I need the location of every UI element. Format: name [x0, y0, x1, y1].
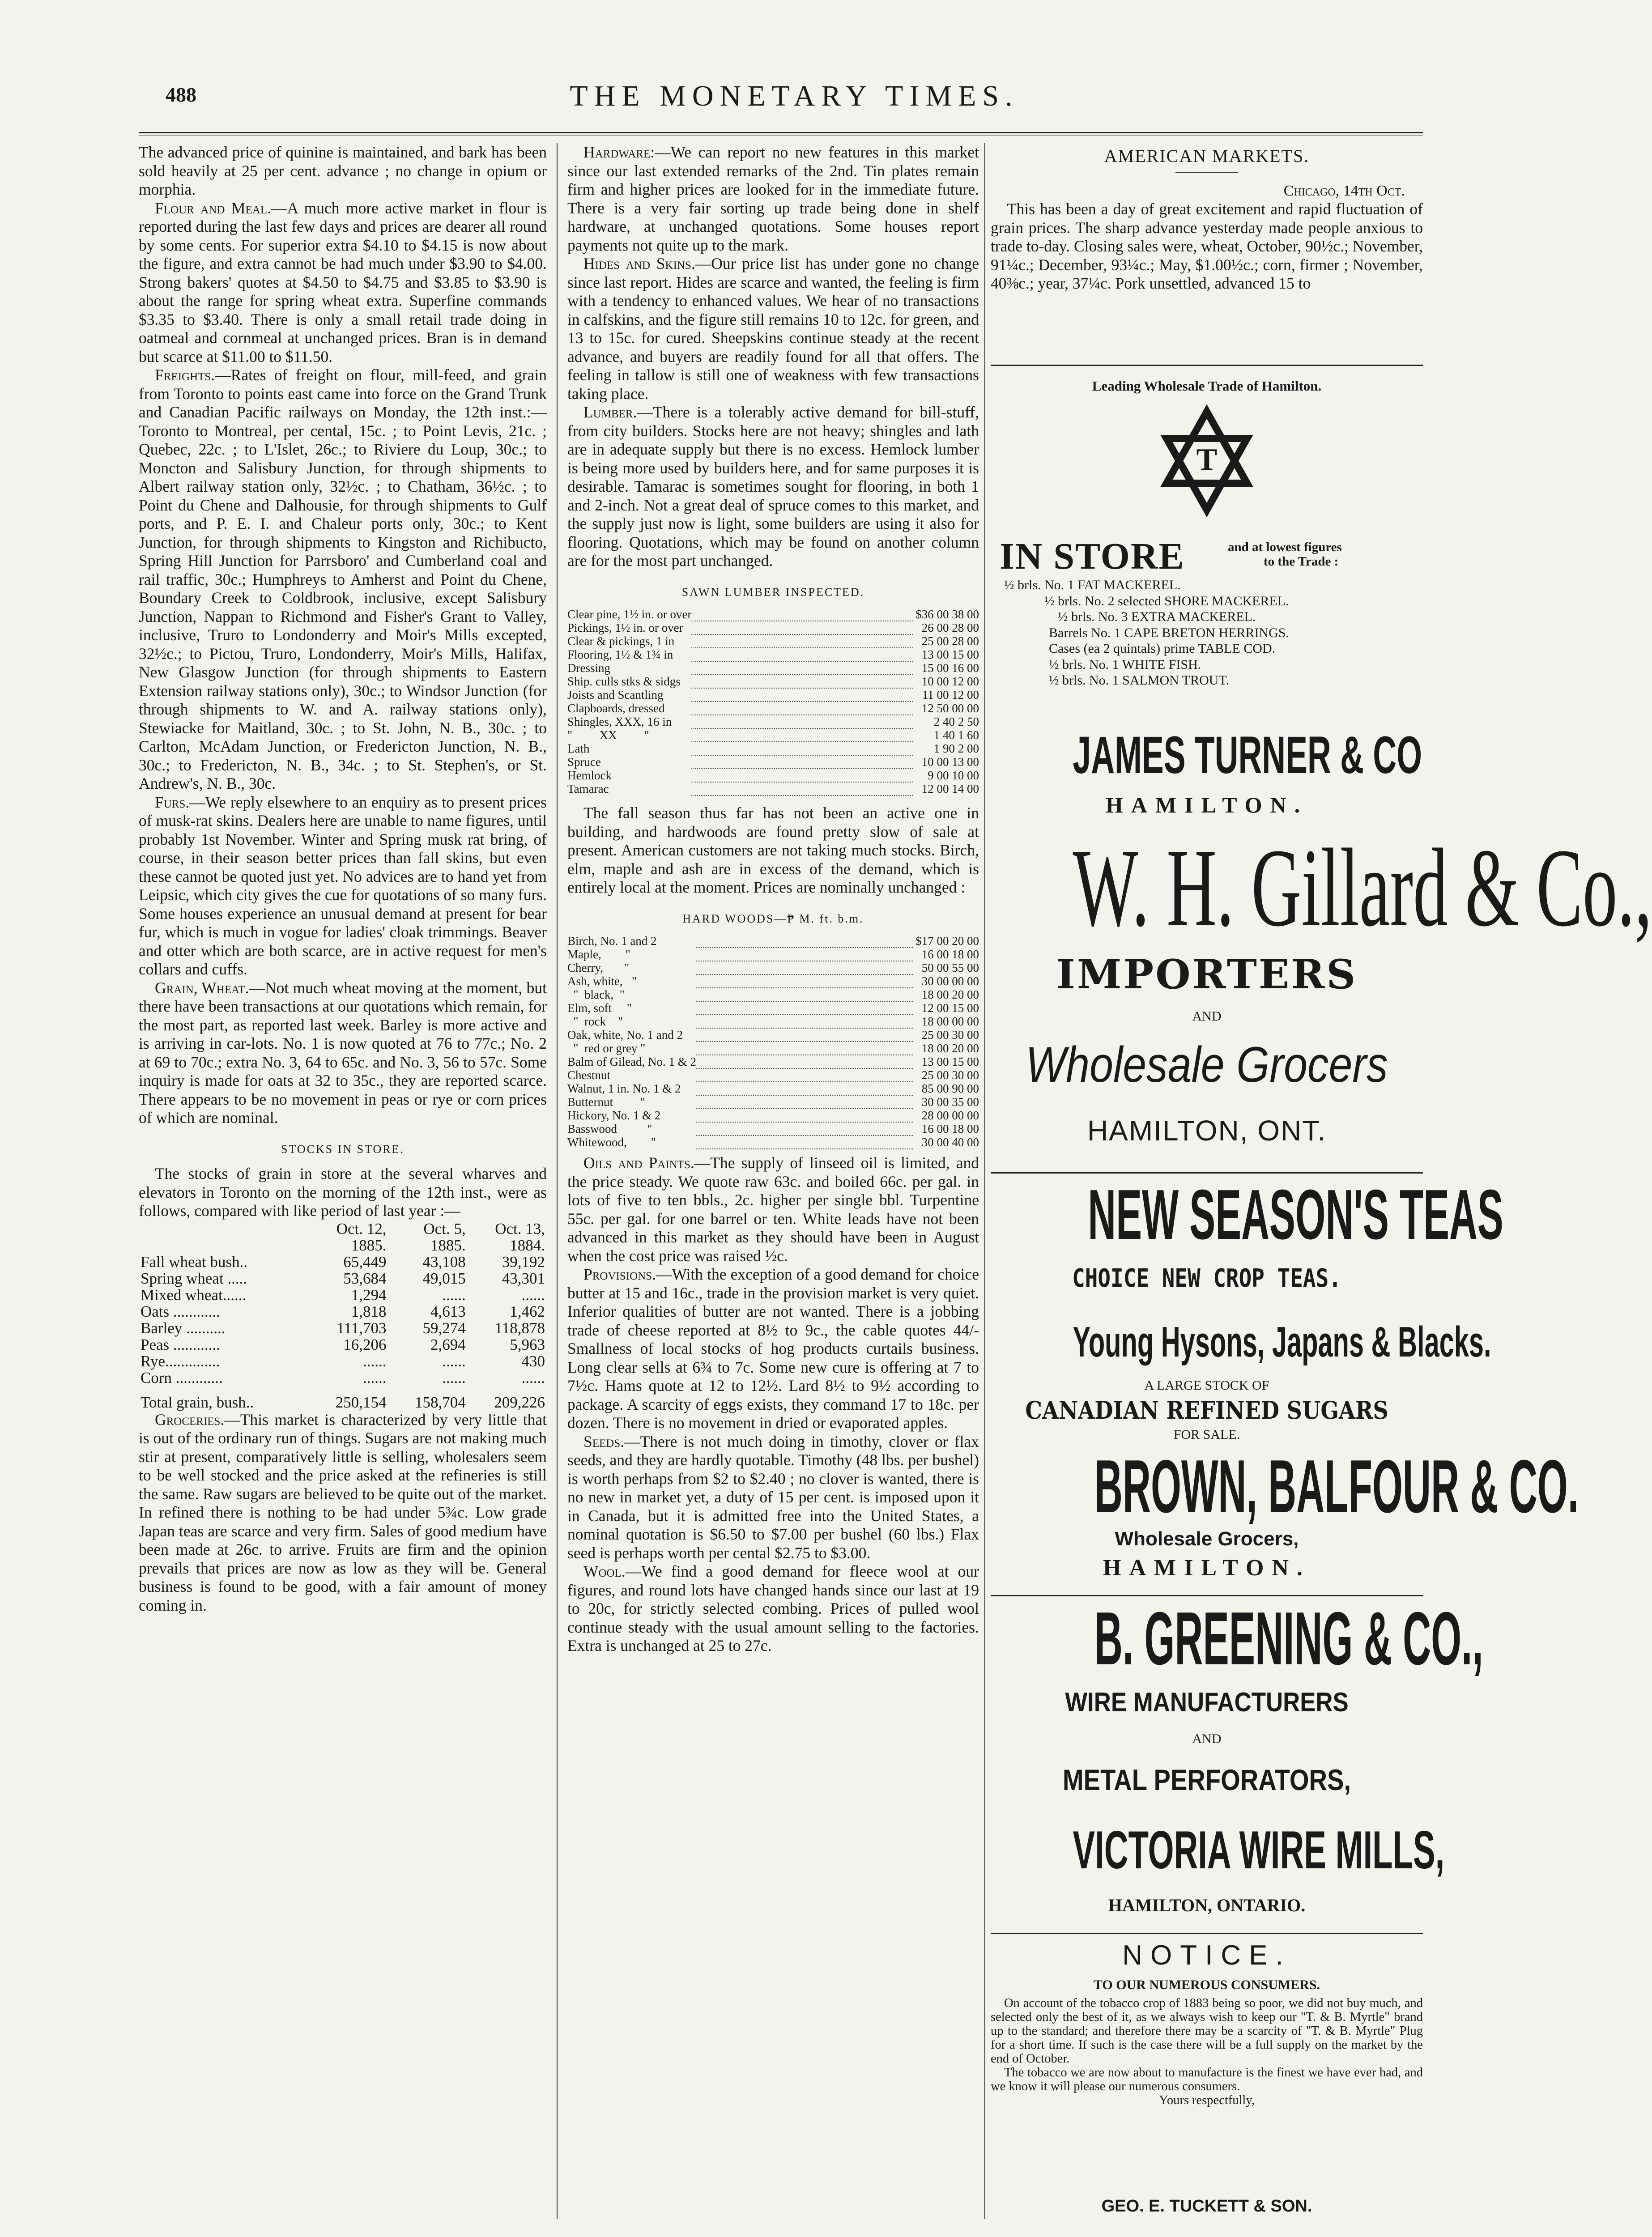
dot-leader — [696, 934, 913, 948]
price-row — [567, 948, 979, 961]
cell: ...... — [521, 1286, 545, 1304]
tuckett-signature: GEO. E. TUCKETT & SON. — [1101, 2197, 1312, 2216]
dot-leader — [696, 961, 913, 974]
price-row — [567, 1055, 979, 1068]
in-store-title: IN STORE — [1000, 536, 1185, 577]
row-label: Mixed wheat...... — [141, 1286, 247, 1304]
notice-text: On account of the tobacco crop of 1883 being so poor, we did not buy much, and selected only the best of it, as we always wish to keep our "T. & B. Myrtle" brand up to the standard; and therefore there may be a scarcity of "T. & B. Myrtle" Plug for a short time. If such is the case there will be a full supply on the market by the end of October. — [991, 1996, 1423, 2066]
notice-sign-off: Yours respectfully, — [1159, 2093, 1255, 2107]
dot-leader — [696, 974, 913, 988]
item-name: Chestnut — [567, 1068, 611, 1082]
cell: 5,963 — [510, 1335, 545, 1353]
groceries-heading: Groceries. — [155, 1410, 225, 1429]
star-letter: T — [1196, 442, 1218, 477]
provisions-text: —With the exception of a good demand for choice butter at 15 and 16c., trade in the provision market is very quiet. Inferior qualities of butter are not wanted. There is a jobbing trade of cheese reported at 8½ to 9c., the cable quotes 44/- Smallness of local stocks of hog products curtails business. Long clear sells at 6¾ to 7c. Some new cure is offering at 7 to 7½c. Hams quote at 12 to 12½. Lard 8½ to 9½ according to package. A scarcity of eggs exists, they command 17 to 18c. per dozen. There is no movement in dried or evaporated apples. — [567, 1265, 979, 1432]
flour-heading: Flour and Meal. — [155, 199, 271, 217]
lumber-text: —There is a tolerably active demand for bill-stuff, from city builders. Stocks here are not heavy; shingles and lath are in adequate supply but there is no excess. Hemlock lumber is being more used by builders here, and for same purposes it is desirable. Tamarac is sometimes sought for flooring, in both 1 and 2-inch. Not a great deal of spruce comes to this market, and the supply just now is light, some builders are using it also for flooring. Quotations, which may be found on another column are for the most part unchanged. — [567, 403, 979, 570]
greening-name: B. GREENING & CO., — [1094, 1596, 1483, 1680]
item-price: 50 00 55 00 — [921, 961, 979, 974]
oils-text: —The supply of linseed oil is limited, and the price steady. We quote raw 63c. and boiled 66c. per gal. in lots of five to ten bbls., 2c. higher per single bbl. Turpentine 55c. per gal. for one barrel or ten. White leads have not been advanced in this market as they should have been in August when the cost price was raised ½c. — [567, 1154, 979, 1265]
item-price: $36 00 38 00 — [915, 608, 979, 621]
cell: 1,818 — [351, 1302, 387, 1320]
wool-heading: Wool. — [583, 1562, 626, 1580]
dot-leader — [691, 634, 913, 648]
james-turner-name: JAMES TURNER & CO — [1073, 726, 1422, 785]
item-price: 16 00 18 00 — [921, 948, 979, 961]
furs-paragraph — [139, 793, 547, 979]
item-price: 11 00 12 00 — [922, 688, 979, 702]
freights-paragraph — [139, 366, 547, 793]
item-price: 18 00 20 00 — [921, 988, 979, 1001]
item-price: $17 00 20 00 — [915, 934, 979, 948]
price-row — [567, 1068, 979, 1082]
hamilton-ont: HAMILTON, ONT. — [1087, 1114, 1327, 1147]
dot-leader — [691, 755, 913, 769]
item-price: 30 00 40 00 — [921, 1136, 979, 1149]
item-name: Hickory, No. 1 & 2 — [567, 1109, 661, 1122]
price-row — [567, 1122, 979, 1136]
price-row — [567, 1136, 979, 1149]
cell: 1,462 — [510, 1302, 545, 1320]
provisions-heading: Provisions. — [583, 1265, 656, 1283]
stocks-col-header: Oct. 12, — [336, 1220, 387, 1238]
dot-leader — [691, 769, 913, 782]
price-row — [567, 988, 979, 1001]
item-name: Basswood " — [567, 1122, 652, 1136]
and-label: AND — [1192, 1009, 1222, 1024]
cell: 111,703 — [336, 1319, 387, 1337]
list-item: ½ brls. No. 3 EXTRA MACKEREL. — [1058, 609, 1256, 624]
seeds-heading: Seeds. — [583, 1432, 625, 1450]
stocks-col-header: Oct. 5, — [423, 1220, 466, 1238]
american-markets-title: AMERICAN MARKETS. — [1104, 146, 1310, 166]
for-sale: FOR SALE. — [1173, 1427, 1240, 1442]
price-row — [567, 675, 979, 688]
item-price: 12 50 00 00 — [921, 702, 979, 715]
item-price: 13 00 15 00 — [921, 648, 979, 661]
dot-leader — [696, 1082, 913, 1095]
dot-leader — [696, 1055, 913, 1068]
stocks-intro: The stocks of grain in store at the several wharves and elevators in Toronto on the morning of the 12th inst., were as follows, compared with like period of last year :— — [139, 1165, 547, 1220]
dot-leader — [696, 1028, 913, 1042]
item-name: Dressing — [567, 661, 610, 675]
dot-leader — [691, 715, 913, 728]
price-row — [567, 1082, 979, 1095]
sawn-lumber-table — [567, 608, 979, 796]
row-label: Oats ............ — [141, 1302, 220, 1320]
row-label: Spring wheat ..... — [141, 1269, 247, 1287]
stocks-heading: STOCKS IN STORE. — [281, 1142, 405, 1156]
table-row — [139, 1353, 547, 1369]
item-name: Tamarac — [567, 782, 609, 795]
provisions-paragraph — [567, 1265, 979, 1433]
item-name: Walnut, 1 in. No. 1 & 2 — [567, 1082, 681, 1095]
notice-body — [991, 1996, 1423, 2107]
gillard-name: W. H. Gillard & Co., — [1073, 826, 1652, 950]
wool-text: —We find a good demand for fleece wool at our figures, and round lots have changed hands since our last at 19 to 20c, for strictly selected combing. Prices of pulled wool continue steady with the usual amount selling to the factories. Extra is unchanged at 25 to 27c. — [567, 1562, 979, 1654]
price-row — [567, 961, 979, 974]
brown-balfour-city: HAMILTON. — [1103, 1555, 1311, 1581]
in-store-sub: to the Trade : — [1264, 554, 1339, 569]
table-total-row — [139, 1386, 547, 1411]
table-row — [139, 1303, 547, 1320]
ad-rule — [991, 1172, 1423, 1174]
item-name: Spruce — [567, 755, 601, 769]
row-label: Corn ............ — [141, 1369, 223, 1386]
table-row — [139, 1287, 547, 1303]
price-row — [567, 648, 979, 661]
page-header — [166, 80, 1423, 119]
dot-leader — [696, 1042, 913, 1055]
item-price: 30 00 00 00 — [921, 974, 979, 988]
oils-paragraph — [567, 1154, 979, 1265]
item-price: 13 00 15 00 — [921, 1055, 979, 1068]
price-row — [567, 1109, 979, 1122]
header-rule — [139, 132, 1423, 133]
item-price: 28 00 00 00 — [921, 1109, 979, 1122]
quinine-paragraph: The advanced price of quinine is maintained, and bark has been sold heavily at 25 per cent. advance ; no change in opium or morphia. — [139, 143, 547, 198]
item-price: 10 00 13 00 — [921, 755, 979, 769]
notice-title: NOTICE. — [1122, 1940, 1291, 1971]
cell: 250,154 — [335, 1393, 387, 1411]
victoria-city: HAMILTON, ONTARIO. — [1108, 1895, 1306, 1915]
item-name: " rock " — [567, 1015, 623, 1028]
american-markets-text: This has been a day of great excitement and rapid fluctuation of grain prices. The sharp advance yesterday made people anxious to trade to-day. Closing sales were, wheat, October, 90½c.; November, 91¼c.; December, 93¼c.; May, $1.00½c.; corn, firmer ; November, 40⅜c.; year, 37¼c. Pork unsettled, advanced 15 to — [991, 200, 1423, 292]
wool-paragraph — [567, 1562, 979, 1655]
hides-paragraph — [567, 255, 979, 403]
brown-balfour-sub: Wholesale Grocers, — [1115, 1528, 1299, 1550]
list-item: ½ brls. No. 1 SALMON TROUT. — [1049, 673, 1230, 688]
list-item: Barrels No. 1 CAPE BRETON HERRINGS. — [1049, 625, 1289, 640]
column-2 — [567, 143, 979, 1655]
notice-subtitle: TO OUR NUMEROUS CONSUMERS. — [1093, 1978, 1320, 1992]
price-row — [567, 934, 979, 948]
stocks-col-header: Oct. 13, — [495, 1220, 545, 1238]
grain-heading: Grain, Wheat. — [155, 978, 249, 997]
price-row — [567, 621, 979, 634]
seeds-text: —There is not much doing in timothy, clover or flax seeds, and they are hardly quotable. Timothy (48 lbs. per bushel) is worth perhaps from $2 to $2.40 ; no clover is wanted, there is no new in market yet, a duty of 15 per cent. is imposed upon it in Canada, but it is admitted free into the United States, a nominal quotation is $6.50 to $7.00 per bushel (60 lbs.) Flax seed is perhaps worth per cental $2.75 to $3.00. — [567, 1432, 979, 1562]
item-price: 16 00 18 00 — [921, 1122, 979, 1136]
item-name: Clapboards, dressed — [567, 702, 665, 715]
table-row — [139, 1369, 547, 1386]
young-hysons: Young Hysons, Japans & Blacks. — [1073, 1318, 1491, 1366]
lumber-paragraph — [567, 403, 979, 570]
price-row — [567, 608, 979, 621]
price-row — [567, 1015, 979, 1028]
hardware-heading: Hardware: — [583, 143, 655, 161]
grain-text: —Not much wheat moving at the moment, but there have been transactions at our quotations which remain, for the most part, as reported last week. Barley is more active and is arriving in car-lots. No. 1 is now quoted at 76 to 77c.; No. 2 at 69 to 70c.; extra No. 3, 64 to 65c. and No. 3, 56 to 57c. Some inquiry is made for oats at 32 to 35c., they are reported scarce. There appears to be no movement in peas or rye or corn prices of which are nominal. — [139, 978, 547, 1127]
metal-perforators: METAL PERFORATORS, — [1062, 1763, 1351, 1796]
item-name: " red or grey " — [567, 1042, 646, 1055]
item-price: 2 40 2 50 — [933, 715, 979, 728]
cell: ...... — [362, 1352, 387, 1370]
star-of-david-icon — [1160, 407, 1254, 515]
in-store-banner — [991, 535, 1423, 575]
column-3 — [991, 143, 1423, 293]
item-price: 30 00 35 00 — [921, 1095, 979, 1109]
groceries-paragraph — [139, 1411, 547, 1615]
cell: ...... — [442, 1286, 466, 1304]
item-name: " black, " — [567, 988, 625, 1001]
cell: 209,226 — [494, 1393, 545, 1411]
price-row — [567, 1028, 979, 1042]
dot-leader — [691, 675, 913, 688]
dot-leader — [696, 1095, 913, 1109]
importers-title: IMPORTERS — [1056, 951, 1358, 998]
price-row — [567, 742, 979, 755]
item-name: Cherry, " — [567, 961, 630, 974]
item-price: 1 40 1 60 — [933, 728, 979, 742]
cell: 1,294 — [351, 1286, 387, 1304]
cell: 2,694 — [430, 1335, 466, 1353]
dot-leader — [691, 702, 913, 715]
cell: ...... — [442, 1369, 466, 1386]
lumber-heading: Lumber. — [583, 403, 637, 421]
cell: 49,015 — [422, 1269, 466, 1287]
american-markets-dateline: Chicago, 14th Oct. — [1283, 182, 1405, 199]
cell: 43,301 — [502, 1269, 545, 1287]
item-name: Lath — [567, 742, 590, 755]
item-name: Clear & pickings, 1 in — [567, 634, 675, 648]
item-name: Shingles, XXX, 16 in — [567, 715, 672, 728]
item-price: 18 00 00 00 — [921, 1015, 979, 1028]
row-label: Peas ............ — [141, 1335, 220, 1353]
choice-new-crop: CHOICE NEW CROP TEAS. — [1072, 1264, 1341, 1293]
price-row — [567, 728, 979, 742]
dot-leader — [696, 1015, 913, 1028]
price-row — [567, 974, 979, 988]
hides-heading: Hides and Skins. — [583, 255, 695, 272]
price-row — [567, 688, 979, 702]
row-label: Barley .......... — [141, 1319, 226, 1337]
freights-heading: Freights. — [155, 366, 215, 384]
store-items — [991, 577, 1423, 689]
cell: 59,274 — [422, 1319, 466, 1337]
item-name: Butternut " — [567, 1095, 645, 1109]
item-price: 12 00 14 00 — [921, 782, 979, 795]
cell: 158,704 — [414, 1393, 466, 1411]
item-name: Oak, white, No. 1 and 2 — [567, 1028, 683, 1042]
stocks-table — [139, 1221, 547, 1411]
hard-woods-table — [567, 934, 979, 1149]
groceries-text: —This market is characterized by very little that is out of the ordinary run of things. Sugars are not making much stir at present, comparatively little is selling, wholesalers seem to be well stocked and the price asked at the refineries is still the same. Raw sugars are believed to be quite out of the market. In refined there is nothing to be had under 5¾c. Low grade Japan teas are scarce and very firm. Sales of good medium have been made at 26c. to arrive. Fruits are firm and the opinion prevails that prices are now as low as they will be. General business is found to be good, with a fair amount of money coming in. — [139, 1410, 547, 1614]
cell: 4,613 — [430, 1302, 466, 1320]
row-label: Total grain, bush.. — [141, 1393, 254, 1411]
brown-balfour-name: BROWN, BALFOUR & CO. — [1094, 1444, 1579, 1528]
dot-leader — [696, 1001, 913, 1015]
dot-leader — [691, 608, 913, 621]
dot-leader — [696, 1136, 913, 1149]
item-name: Whitewood, " — [567, 1136, 656, 1149]
cell: 118,878 — [494, 1319, 545, 1337]
sawn-lumber-heading: SAWN LUMBER INSPECTED. — [681, 585, 865, 599]
price-row — [567, 769, 979, 782]
list-item: ½ brls. No. 1 FAT MACKEREL. — [1004, 578, 1181, 592]
notice-text: The tobacco we are now about to manufacture is the finest we have ever had, and we know it will please our numerous consumers. — [991, 2066, 1423, 2093]
refined-sugars: CANADIAN REFINED SUGARS — [1025, 1396, 1388, 1425]
dot-leader — [696, 988, 913, 1001]
row-label: Rye.............. — [141, 1352, 220, 1370]
masthead-title: THE MONETARY TIMES. — [570, 80, 1019, 112]
table-row — [139, 1254, 547, 1270]
dot-leader — [696, 1068, 913, 1082]
dot-leader — [691, 661, 913, 675]
hard-woods-heading: HARD WOODS—₱ M. ft. b.m. — [682, 912, 864, 925]
large-stock: A LARGE STOCK OF — [1144, 1378, 1269, 1393]
item-price: 9 00 10 00 — [928, 769, 979, 782]
freights-text: —Rates of freight on flour, mill-feed, and grain from Toronto to points east came into force on the Grand Trunk and Canadian Pacific railways on Monday, the 12th inst.:—Toronto to Montreal, per cental, 15c. ; to Point Levis, 21c. ; Quebec, 22c. ; to L'Islet, 26c.; to Riviere du Loup, 30c.; to Moncton and Salisbury Junction, for through shipments to Albert railway station only, 32½c. ; to Chatham, 36½c. ; to Point du Chene and Dalhousie, for through shipments to Gulf ports, and P. E. I. and Chaleur ports only, 30c.; to Kent Junction, for through shipments to Kingston and Richibucto, Spring Hill Junction for Parrsboro' and Cumberland coal and rail traffic, 30c.; Humphreys to Amherst and Point du Chene, Boundary Creek to Coldbrook, inclusive, except Salisbury Junction, Nappan to Richmond and Fisher's Grant to Valley, inclusive, Truro to Londonderry and Moir's Mills excepted, 32½c.; to Pictou, Truro, Londonderry, Moir's Mills, Halifax, New Glasgow Junction (for through shipments to Eastern Extension railway stations only), 30c.; to Windsor Junction (for through shipments to W. and A. railway stations only), Stewiacke for Maitland, 30c. ; to St. John, N. B., 30c. ; to Carlton, McAdam Junction, or Fredericton Junction, N. B., 30c.; to Fredericton, N. B., 34c. ; to St. Stephen's, or St. Andrew's, N. B., 30c. — [139, 366, 547, 792]
item-name: Balm of Gilead, No. 1 & 2 — [567, 1055, 696, 1068]
price-row — [567, 661, 979, 675]
cell: 39,192 — [502, 1253, 545, 1271]
item-name: Hemlock — [567, 769, 612, 782]
dot-leader — [691, 688, 913, 702]
stocks-col-year: 1885. — [351, 1236, 387, 1254]
column-divider — [984, 143, 985, 2219]
dot-leader — [691, 621, 913, 634]
item-name: Clear pine, 1½ in. or over — [567, 608, 692, 621]
ad-rule — [991, 1933, 1423, 1934]
james-turner-city: HAMILTON. — [1105, 792, 1308, 817]
item-name: Joists and Scantling — [567, 688, 664, 702]
in-store-sub: and at lowest figures — [1228, 540, 1342, 554]
item-price: 25 00 28 00 — [921, 634, 979, 648]
dot-leader — [696, 948, 913, 961]
dot-leader — [691, 742, 913, 755]
flour-paragraph — [139, 199, 547, 366]
price-row — [567, 715, 979, 728]
item-price: 15 00 16 00 — [921, 661, 979, 675]
page-number: 488 — [166, 83, 196, 106]
item-price: 18 00 20 00 — [921, 1042, 979, 1055]
cell: ...... — [521, 1369, 545, 1386]
price-row — [567, 782, 979, 795]
star-logo — [991, 407, 1423, 517]
furs-heading: Furs. — [155, 793, 190, 811]
list-item: ½ brls. No. 2 selected SHORE MACKEREL. — [1044, 593, 1289, 608]
item-price: 10 00 12 00 — [921, 675, 979, 688]
oils-heading: Oils and Paints. — [583, 1154, 694, 1172]
item-price: 1 90 2 00 — [933, 742, 979, 755]
cell: 65,449 — [343, 1253, 387, 1271]
column-1 — [139, 143, 547, 1615]
dot-leader — [691, 648, 913, 661]
price-row — [567, 755, 979, 769]
item-price: 26 00 28 00 — [921, 621, 979, 634]
cell: ...... — [362, 1369, 387, 1386]
cell: 43,108 — [422, 1253, 466, 1271]
victoria-wire-mills: VICTORIA WIRE MILLS, — [1073, 1820, 1445, 1880]
stocks-col-year: 1885. — [430, 1236, 466, 1254]
list-item: Cases (ea 2 quintals) prime TABLE COD. — [1049, 641, 1276, 656]
item-name: Birch, No. 1 and 2 — [567, 934, 657, 948]
dot-leader — [691, 782, 913, 795]
dot-leader — [696, 1122, 913, 1136]
dot-leader — [696, 1109, 913, 1122]
item-price: 25 00 30 00 — [921, 1028, 979, 1042]
column-divider — [557, 143, 558, 2219]
flour-text: —A much more active market in flour is reported during the last few days and prices are dearer all round by some cents. For superior extra $4.10 to $4.15 is now about the figure, and extra cannot be had much under $3.90 to $4.00. Strong bakers' quotes at $4.50 to $4.75 and $3.85 to $3.90 is about the range for spring wheat extra. Superfine commands $3.35 to $3.40. There is only a small retail trade doing in oatmeal and cornmeal at unchanged prices. Bran is in demand but scarce at $11.00 to $11.50. — [139, 199, 547, 366]
and-label: AND — [1192, 1731, 1222, 1746]
item-name: Ship. culls stks & sidgs — [567, 675, 681, 688]
seeds-paragraph — [567, 1433, 979, 1563]
item-name: Ash, white, " — [567, 974, 637, 988]
table-row — [139, 1270, 547, 1287]
item-name: Maple, " — [567, 948, 630, 961]
item-name: Flooring, 1½ & 1¾ in — [567, 648, 673, 661]
item-name: " XX " — [567, 728, 649, 742]
hardware-paragraph — [567, 143, 979, 255]
cell: ...... — [442, 1352, 466, 1370]
dot-leader — [691, 728, 913, 742]
cell: 53,684 — [343, 1269, 387, 1287]
row-label: Fall wheat bush.. — [141, 1253, 248, 1271]
ad-rule — [991, 365, 1423, 366]
stocks-col-year: 1884. — [510, 1236, 545, 1254]
table-row — [139, 1320, 547, 1336]
wholesale-grocers: Wholesale Grocers — [1026, 1037, 1388, 1093]
item-name: Pickings, 1½ in. or over — [567, 621, 683, 634]
list-item: ½ brls. No. 1 WHITE FISH. — [1049, 657, 1201, 672]
cell: 430 — [521, 1352, 545, 1370]
grain-paragraph — [139, 979, 547, 1127]
item-price: 12 00 15 00 — [921, 1001, 979, 1015]
price-row — [567, 1095, 979, 1109]
hides-text: —Our price list has under gone no change since last report. Hides are scarce and wanted, the feeling is firm with a tendency to enhanced values. We hear of no transactions in calfskins, and the figure still remains 10 to 12c. for green, and 13 to 15c. for cured. Sheepskins continue steady at the recent advance, and buyers are readily found for all that offers. The feeling in tallow is still one of weakness with few transactions taking place. — [567, 255, 979, 403]
fall-paragraph: The fall season thus far has not been an active one in building, and hardwoods are found pretty slow of sale at present. American customers are not taking much stocks. Birch, elm, maple and ash are in excess of the demand, which is entirely local at the moment. Prices are nominally unchanged : — [567, 804, 979, 896]
price-row — [567, 1001, 979, 1015]
price-row — [567, 634, 979, 648]
leading-trade-heading: Leading Wholesale Trade of Hamilton. — [1092, 378, 1322, 394]
item-price: 85 00 90 00 — [921, 1082, 979, 1095]
price-row — [567, 702, 979, 715]
hardware-text: —We can report no new features in this market since our last extended remarks of the 2nd. Tin plates remain firm and higher prices are looked for in the immediate future. There is a very fair sorting up trade being done in shelf hardware, at unchanged quotations. Some houses report payments not quite up to the mark. — [567, 143, 979, 254]
divider — [1175, 172, 1238, 173]
item-price: 25 00 30 00 — [921, 1068, 979, 1082]
new-season-teas: NEW SEASON'S TEAS — [1088, 1175, 1503, 1254]
price-row — [567, 1042, 979, 1055]
cell: 16,206 — [343, 1335, 387, 1353]
table-row — [139, 1336, 547, 1353]
wire-manufacturers: WIRE MANUFACTURERS — [1065, 1687, 1349, 1717]
furs-text: —We reply elsewhere to an enquiry as to present prices of musk-rat skins. Dealers here are unable to name figures, until probably 1st November. Winter and Spring musk rat bring, of course, in their season better prices than fall skins, but even these cannot be quoted just yet. No advices are to hand yet from Leipsic, which city gives the cue for quotations of so many furs. Some houses experience an unusual demand at present for bear fur, which is much in vogue for ladies' cloak trimmings. Beaver and otter which are both scarce, are in active request for men's collars and cuffs. — [139, 793, 547, 978]
item-name: Elm, soft " — [567, 1001, 632, 1015]
